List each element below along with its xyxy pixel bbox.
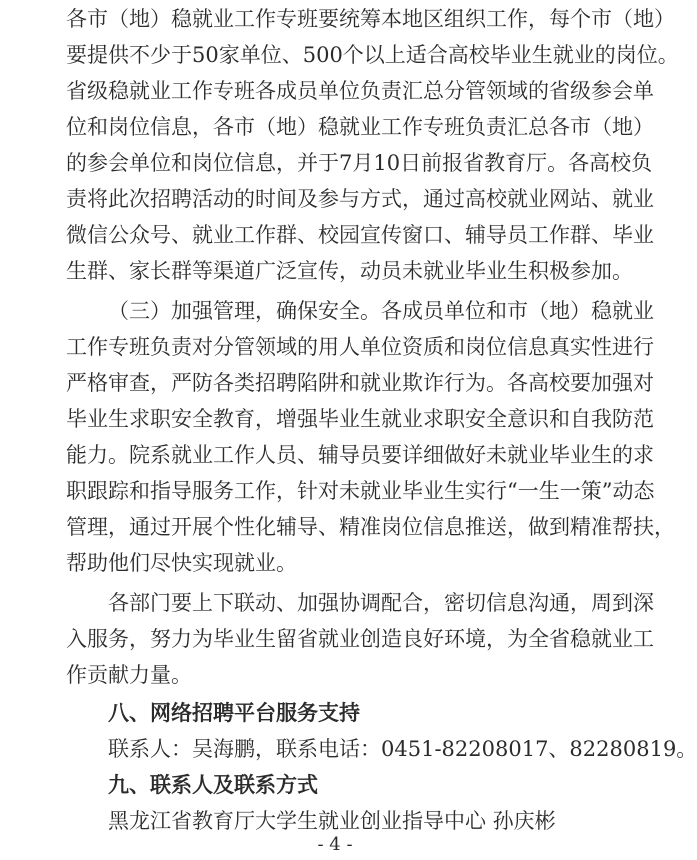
paragraph-line: 毕业生求职安全教育，增强毕业生就业求职安全意识和自我防范 — [66, 407, 654, 431]
paragraph-line: 工作专班负责对分管领域的用人单位资质和岗位信息真实性进行 — [66, 335, 654, 359]
paragraph-line: 各部门要上下联动、加强协调配合，密切信息沟通，周到深 — [108, 591, 654, 615]
paragraph-line: （三）加强管理，确保安全。各成员单位和市（地）稳就业 — [108, 299, 654, 323]
paragraph-line: 各市（地）稳就业工作专班要统筹本地区组织工作，每个市（地） — [66, 7, 675, 31]
paragraph-line: 微信公众号、就业工作群、校园宣传窗口、辅导员工作群、毕业 — [66, 223, 654, 247]
paragraph-line: 能力。院系就业工作人员、辅导员要详细做好未就业毕业生的求 — [66, 443, 654, 467]
paragraph-line: 位和岗位信息，各市（地）稳就业工作专班负责汇总各市（地） — [66, 115, 654, 139]
paragraph-line: 省级稳就业工作专班各成员单位负责汇总分管领域的省级参会单 — [66, 79, 654, 103]
paragraph-line: 职跟踪和指导服务工作，针对未就业毕业生实行“一生一策”动态 — [66, 479, 655, 503]
paragraph-line: 生群、家长群等渠道广泛宣传，动员未就业毕业生积极参加。 — [66, 259, 633, 283]
paragraph-line: 作贡献力量。 — [66, 663, 192, 687]
paragraph-line: 帮助他们尽快实现就业。 — [66, 551, 297, 575]
paragraph-line: 严格审查，严防各类招聘陷阱和就业欺诈行为。各高校要加强对 — [66, 371, 654, 395]
section-contact: 联系人：吴海鹏，联系电话：0451-82208017、82280819。 — [108, 737, 697, 761]
paragraph-line: 要提供不少于50家单位、500个以上适合高校毕业生就业的岗位。 — [66, 43, 679, 67]
section-contact: 黑龙江省教育厅大学生就业创业指导中心 孙庆彬 — [108, 809, 556, 833]
paragraph-line: 责将此次招聘活动的时间及参与方式，通过高校就业网站、就业 — [66, 187, 654, 211]
paragraph-line: 管理，通过开展个性化辅导、精准岗位信息推送，做到精准帮扶， — [66, 515, 675, 539]
page-number: - 4 - — [317, 834, 353, 855]
paragraph-line: 入服务，努力为毕业生留省就业创造良好环境，为全省稳就业工 — [66, 627, 654, 651]
section-heading: 八、网络招聘平台服务支持 — [108, 701, 360, 725]
section-heading: 九、联系人及联系方式 — [108, 773, 318, 797]
paragraph-line: 的参会单位和岗位信息，并于7月10日前报省教育厅。各高校负 — [66, 151, 653, 175]
